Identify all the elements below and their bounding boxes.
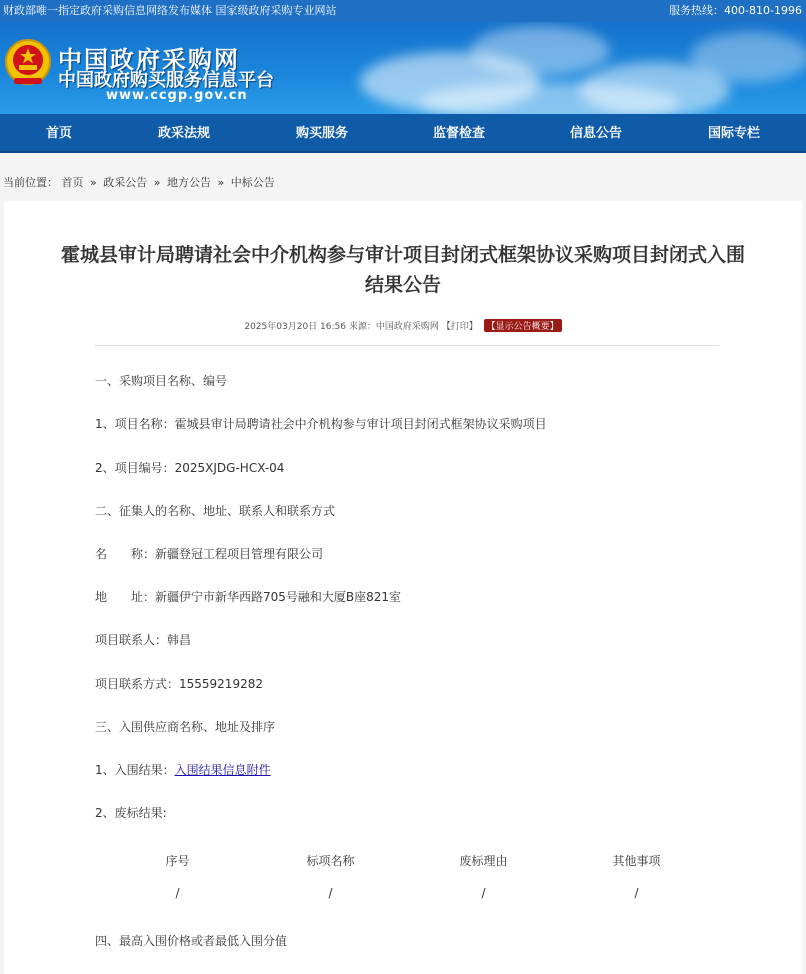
nav-item-supervision[interactable]: 监督检查: [432, 126, 485, 141]
section-4-heading: 四、最高入围价格或者最低入围分值: [95, 934, 288, 948]
project-contact: 项目联系人：韩昌: [95, 633, 192, 647]
nav-item-announcements[interactable]: 信息公告: [569, 126, 622, 141]
title-line-2: 结果公告: [364, 274, 441, 296]
table-header-other: 其他事项: [612, 854, 661, 868]
breadcrumb-separator: »: [217, 176, 225, 189]
breadcrumb-separator: »: [153, 176, 161, 189]
collector-name: 名 称：新疆登冠工程项目管理有限公司: [95, 547, 324, 561]
table-cell: /: [481, 886, 486, 900]
breadcrumb-prefix: 当前位置：: [3, 176, 58, 189]
breadcrumb-gov-announcements[interactable]: 政采公告: [103, 176, 148, 189]
national-emblem-icon: [4, 38, 52, 88]
section-3-heading: 三、入围供应商名称、地址及排序: [95, 720, 276, 734]
table-cell: /: [328, 886, 333, 900]
collector-address: 地 址：新疆伊宁市新华西路705号融和大厦B座821室: [95, 590, 402, 604]
title-line-1: 霍城县审计局聘请社会中介机构参与审计项目封闭式框架协议采购项目封闭式入围: [60, 244, 745, 266]
site-logo-title[interactable]: 中国政府采购网: [58, 46, 240, 74]
project-name: 1、项目名称：霍城县审计局聘请社会中介机构参与审计项目封闭式框架协议采购项目: [95, 417, 547, 431]
nav-item-home[interactable]: 首页: [45, 126, 72, 141]
project-number: 2、项目编号：2025XJDG-HCX-04: [95, 461, 285, 475]
page-title: [0, 240, 806, 300]
table-cell: /: [175, 886, 180, 900]
title-divider: [95, 345, 719, 346]
site-url: www.ccgp.gov.cn: [106, 88, 248, 103]
main-nav: [0, 114, 806, 153]
article-meta: [0, 319, 806, 332]
section-2-heading: 二、征集人的名称、地址、联系人和联系方式: [95, 504, 336, 518]
table-header-index: 序号: [165, 854, 190, 868]
abandon-result-label: 2、废标结果:: [95, 806, 167, 820]
shortlist-attachment-link[interactable]: 入围结果信息附件: [174, 763, 271, 777]
service-hotline: 服务热线：400-810-1996: [669, 4, 802, 17]
breadcrumb-award-announcements[interactable]: 中标公告: [230, 176, 275, 189]
breadcrumb-local-announcements[interactable]: 地方公告: [166, 176, 211, 189]
site-slogan: 财政部唯一指定政府采购信息网络发布媒体 国家级政府采购专业网站: [3, 4, 337, 17]
project-phone: 项目联系方式：15559219282: [95, 677, 263, 691]
site-logo-subtitle: 中国政府购买服务信息平台: [58, 70, 274, 91]
print-link[interactable]: 【打印】: [441, 322, 478, 332]
breadcrumb: [3, 176, 275, 190]
section-1-heading: 一、采购项目名称、编号: [95, 374, 228, 388]
breadcrumb-separator: »: [90, 176, 97, 189]
show-summary-button[interactable]: 【显示公告概要】: [484, 319, 562, 332]
table-cell: /: [634, 886, 639, 900]
publish-date: 2025年03月20日 16:56: [244, 322, 346, 332]
shortlist-result-label: 1、入围结果：: [95, 763, 175, 777]
nav-item-purchase-services[interactable]: 购买服务: [295, 126, 348, 141]
nav-item-regulations[interactable]: 政采法规: [157, 126, 210, 141]
table-header-lot-name: 标项名称: [306, 854, 355, 868]
table-header-reason: 废标理由: [459, 854, 508, 868]
nav-item-international[interactable]: 国际专栏: [707, 126, 760, 141]
top-info-bar: [0, 0, 806, 22]
article-source: 来源：中国政府采购网: [348, 322, 439, 332]
shortlist-result: [95, 762, 271, 778]
breadcrumb-home[interactable]: 首页: [61, 176, 84, 189]
